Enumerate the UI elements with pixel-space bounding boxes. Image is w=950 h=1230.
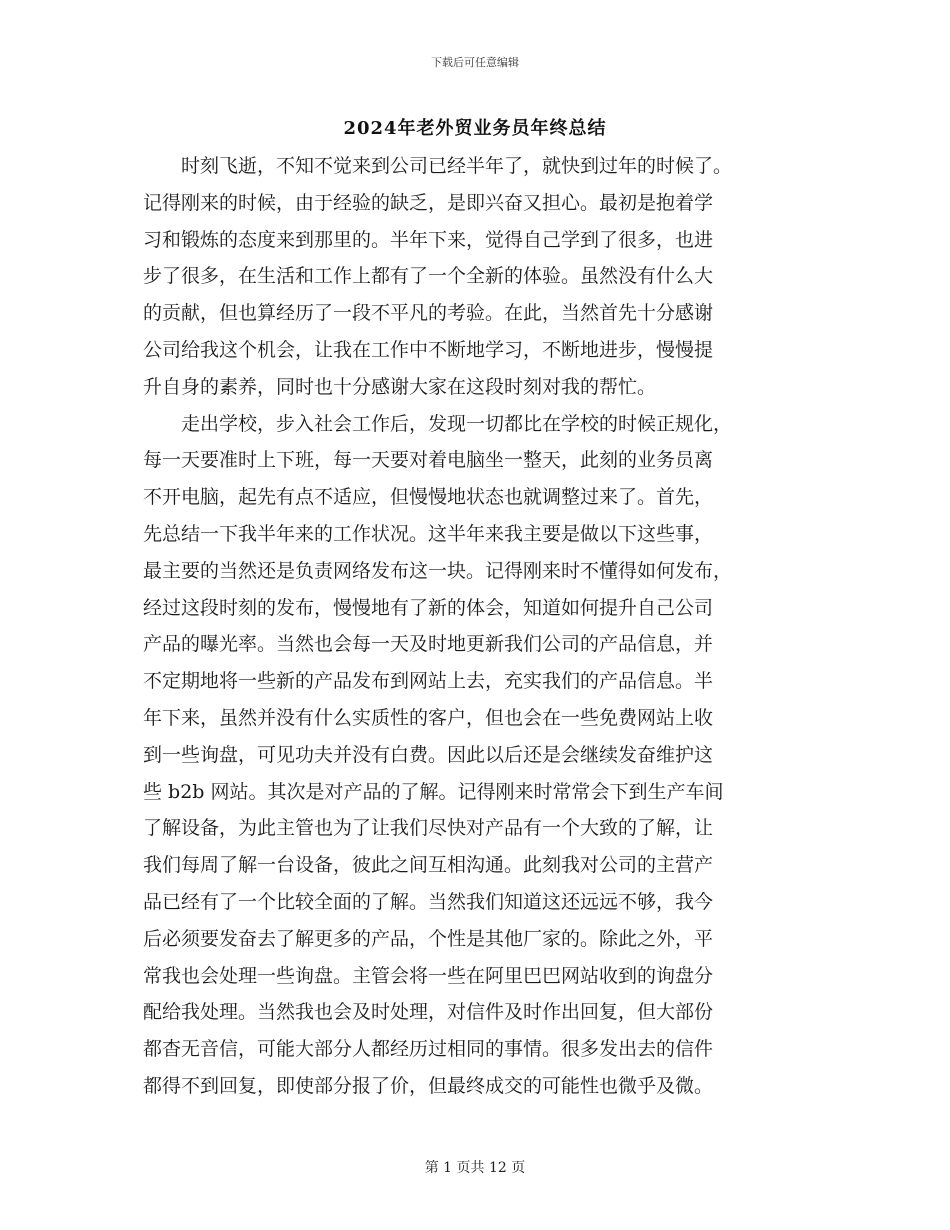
body-line: 配给我处理。当然我也会及时处理，对信件及时作出回复，但大部份 (143, 1001, 714, 1024)
body-line: 产品的曝光率。当然也会每一天及时地更新我们公司的产品信息，并 (143, 633, 714, 656)
body-line: 时刻飞逝，不知不觉来到公司已经半年了，就快到过年的时候了。 (143, 155, 733, 177)
body-line: 走出学校，步入社会工作后，发现一切都比在学校的时候正规化， (143, 412, 733, 435)
body-line: 我们每周了解一台设备，彼此之间互相沟通。此刻我对公司的主营产 (143, 854, 714, 877)
document-body (143, 148, 813, 1105)
body-line: 不开电脑，起先有点不适应，但慢慢地状态也就调整过来了。首先， (143, 486, 714, 509)
body-line: 了解设备，为此主管也为了让我们尽快对产品有一个大致的了解，让 (143, 817, 714, 840)
body-line: 品已经有了一个比较全面的了解。当然我们知道这还远远不够，我今 (143, 890, 714, 913)
body-line: 记得刚来的时候，由于经验的缺乏，是即兴奋又担心。最初是抱着学 (143, 191, 714, 214)
body-line: 些 b2b 网站。其次是对产品的了解。记得刚来时常常会下到生产车间 (143, 780, 724, 803)
body-line: 经过这段时刻的发布，慢慢地有了新的体会，知道如何提升自己公司 (143, 596, 714, 619)
body-line: 都杳无音信，可能大部分人都经历过相同的事情。很多发出去的信件 (143, 1038, 714, 1061)
body-line: 最主要的当然还是负责网络发布这一块。记得刚来时不懂得如何发布， (143, 559, 733, 582)
body-line: 公司给我这个机会，让我在工作中不断地学习，不断地进步，慢慢提 (143, 338, 714, 361)
body-line: 后必须要发奋去了解更多的产品，个性是其他厂家的。除此之外，平 (143, 927, 714, 950)
document-title: 2024年老外贸业务员年终总结 (343, 118, 607, 139)
body-line: 升自身的素养，同时也十分感谢大家在这段时刻对我的帮忙。 (143, 375, 657, 398)
body-line: 常我也会处理一些询盘。主管会将一些在阿里巴巴网站收到的询盘分 (143, 964, 714, 987)
page-header: 下载后可任意编辑 (431, 56, 519, 69)
body-line: 到一些询盘，可见功夫并没有白费。因此以后还是会继续发奋维护这 (143, 743, 714, 766)
body-line: 年下来，虽然并没有什么实质性的客户，但也会在一些免费网站上收 (143, 706, 714, 729)
body-line: 每一天要准时上下班，每一天要对着电脑坐一整天，此刻的业务员离 (143, 449, 714, 472)
body-line: 步了很多，在生活和工作上都有了一个全新的体验。虽然没有什么大 (143, 265, 714, 288)
page-number: 第 1 页共 12 页 (424, 1160, 526, 1176)
body-line: 都得不到回复，即使部分报了价，但最终成交的可能性也微乎及微。 (143, 1074, 714, 1097)
body-line: 习和锻炼的态度来到那里的。半年下来，觉得自己学到了很多，也进 (143, 228, 714, 251)
body-line: 不定期地将一些新的产品发布到网站上去，充实我们的产品信息。半 (143, 670, 714, 693)
body-line: 的贡献，但也算经历了一段不平凡的考验。在此，当然首先十分感谢 (143, 302, 714, 325)
body-line: 先总结一下我半年来的工作状况。这半年来我主要是做以下这些事， (143, 522, 714, 545)
